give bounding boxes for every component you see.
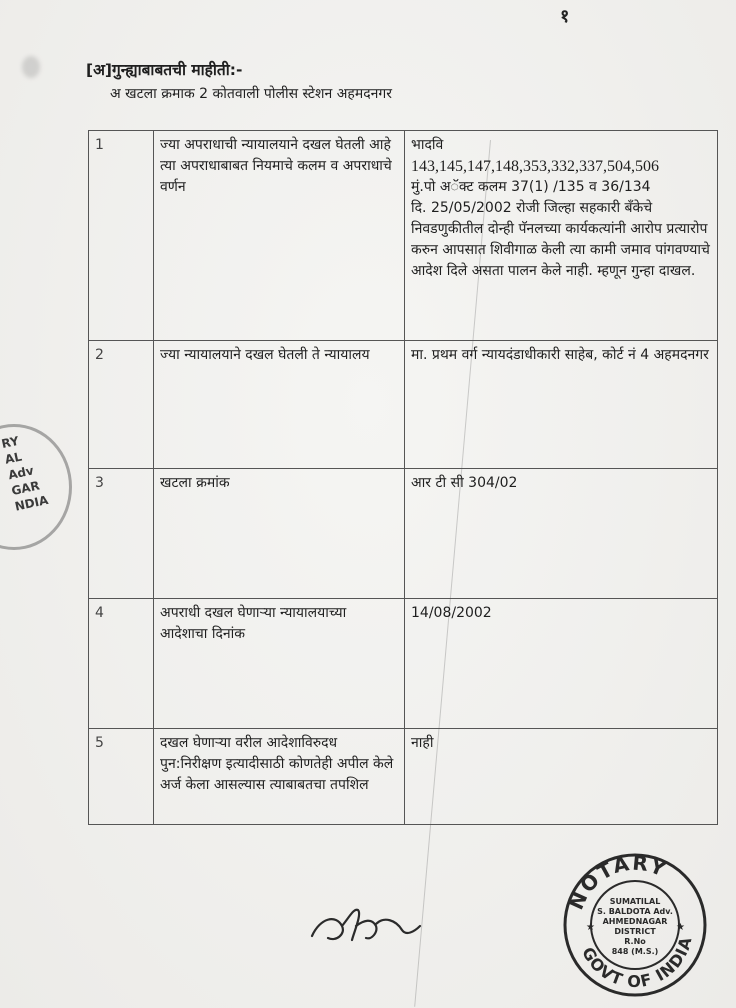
row-value xyxy=(405,599,718,729)
section-heading: [अ]गुन्ह्याबाबतची माहीती:- xyxy=(86,61,243,79)
row-number: 1 xyxy=(89,131,154,341)
row-value xyxy=(405,131,718,341)
offence-info-table xyxy=(88,130,718,825)
signature-mark xyxy=(306,896,426,956)
seal-line: DISTRICT xyxy=(614,927,656,936)
left-stamp-line: AL xyxy=(3,449,24,467)
seal-bottom-text: GOVT OF INDIA xyxy=(578,934,696,992)
row-number: 3 xyxy=(89,469,154,599)
row-value xyxy=(405,729,718,825)
seal-line: 848 (M.S.) xyxy=(611,947,659,956)
table-row xyxy=(89,469,718,599)
row-number: 2 xyxy=(89,341,154,469)
ink-smudge xyxy=(22,56,40,78)
row-number: 4 xyxy=(89,599,154,729)
value-line: दि. 25/05/2002 रोजी जिल्हा सहकारी बँकेचे निवडणुकीतील दोन्ही पॅनलच्या कार्यकत्यांनी आरोप प्रत्यारोप करुन आपसात शिवीगाळ केली त्या कामी जमाव पांगवण्याचे आदेश दिले असता पालन केले नाही. म्हणून गुन्हा दाखल. xyxy=(411,200,710,279)
row-description: दखल घेणाऱ्या वरील आदेशाविरुदध पुन:निरीक्षण इत्यादीसाठी कोणतेही अपील केले अर्ज केला आसल्यास त्याबाबतचा तपशिल xyxy=(154,729,405,825)
seal-line: AHMEDNAGAR xyxy=(602,917,668,926)
row-description: ज्या अपराधाची न्यायालयाने दखल घेतली आहे त्या अपराधाबाबत नियमाचे कलम व अपराधाचे वर्णन xyxy=(154,131,405,341)
row-description: ज्या न्यायालयाने दखल घेतली ते न्यायालय xyxy=(154,341,405,469)
row-number: 5 xyxy=(89,729,154,825)
table-row xyxy=(89,341,718,469)
seal-line: S. BALDOTA Adv. xyxy=(597,907,673,916)
seal-line: R.No xyxy=(624,937,646,946)
seal-top-text: NOTARY xyxy=(563,850,671,914)
case-subheading: अ खटला क्रमाक 2 कोतवाली पोलीस स्टेशन अहमदनगर xyxy=(110,86,393,102)
notary-seal xyxy=(560,850,710,1000)
left-stamp-line: GAR xyxy=(10,478,41,499)
value-line: मा. प्रथम वर्ग न्यायदंडाधीकारी साहेब, कोर्ट नं 4 अहमदनगर xyxy=(411,347,709,363)
seal-line: SUMATILAL xyxy=(609,897,661,906)
star-icon: ★ xyxy=(586,922,595,933)
left-stamp-line: RY xyxy=(0,433,21,452)
table-row xyxy=(89,599,718,729)
value-line: मुं.पो अॅक्ट कलम 37(1) /135 व 36/134 xyxy=(411,179,651,195)
value-line: नाही xyxy=(411,735,434,751)
value-line: 14/08/2002 xyxy=(411,605,492,621)
star-icon: ★ xyxy=(676,922,685,933)
value-line: 143,145,147,148,353,332,337,504,506 xyxy=(411,158,659,175)
row-value xyxy=(405,469,718,599)
left-stamp-line: Adv xyxy=(6,463,35,483)
row-description: खटला क्रमांक xyxy=(154,469,405,599)
value-line: आर टी सी 304/02 xyxy=(411,475,518,491)
value-line: भादवि xyxy=(411,137,444,153)
row-description: अपराधी दखल घेणाऱ्या न्यायालयाच्या आदेशाचा दिनांक xyxy=(154,599,405,729)
page-corner-mark: १ xyxy=(560,6,570,27)
table-row xyxy=(89,131,718,341)
left-stamp-line: NDIA xyxy=(13,492,50,514)
table-row xyxy=(89,729,718,825)
row-value xyxy=(405,341,718,469)
